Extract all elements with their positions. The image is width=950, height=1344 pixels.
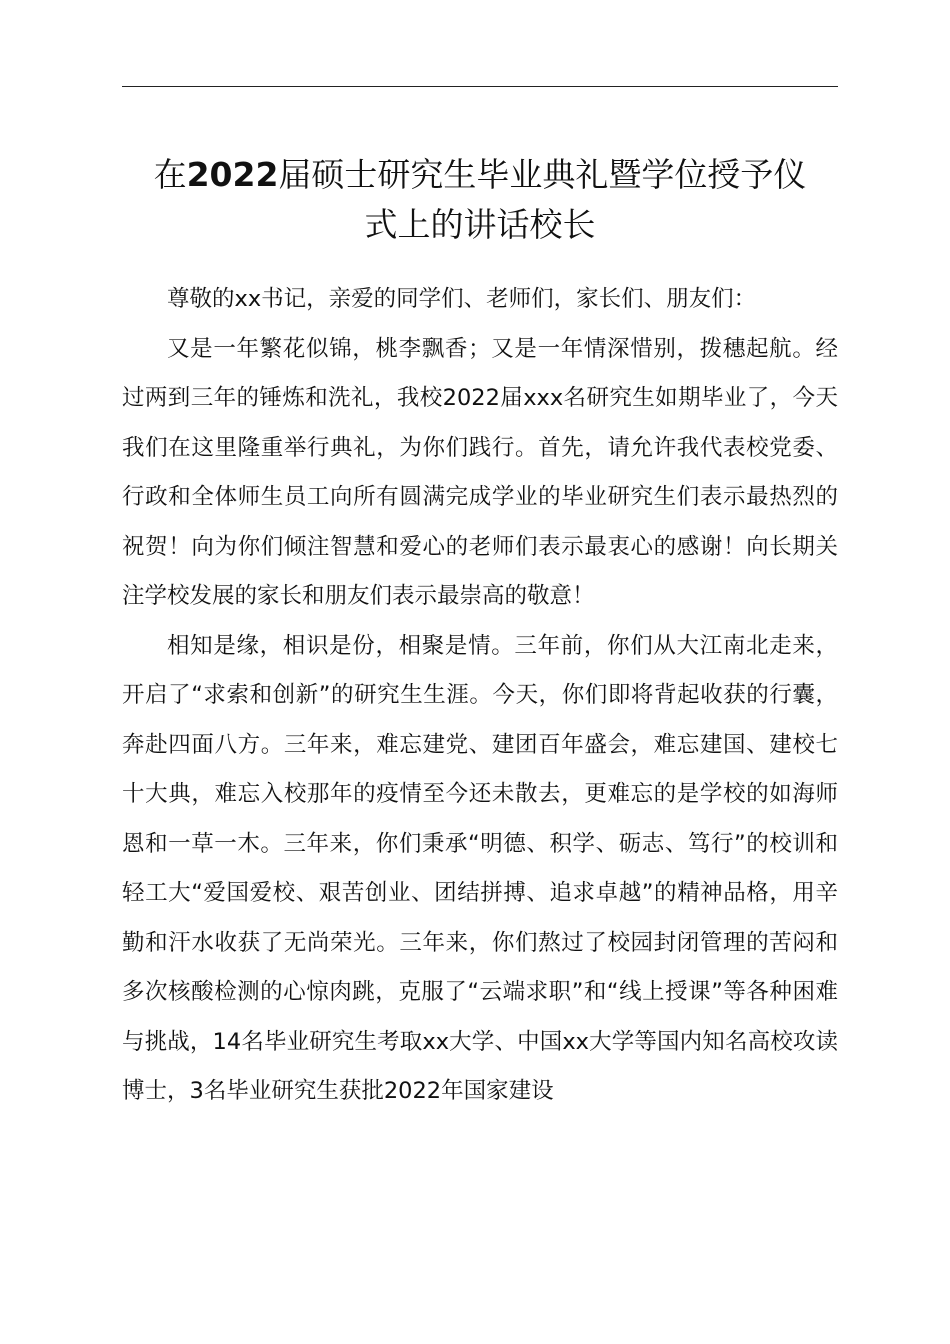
title-line1-rest: 届硕士研究生毕业典礼暨学位授予仪 [278,155,807,194]
body-paragraph-1: 又是一年繁花似锦，桃李飘香；又是一年情深惜别，拨穗起航。经过两到三年的锤炼和洗礼，我校2022届xxx名研究生如期毕业了，今天我们在这里隆重举行典礼，为你们践行。首先，请允许我代表校党委、行政和全体师生员工向所有圆满完成学业的毕业研究生们表示最热烈的祝贺！向为你们倾注智慧和爱心的老师们表示最衷心的感谢！向长期关注学校发展的家长和朋友们表示最崇高的敬意！ [122,335,838,609]
document-title [100,150,860,250]
header-rule [122,86,838,87]
body-paragraph-2: 相知是缘，相识是份，相聚是情。三年前，你们从大江南北走来，开启了“求索和创新”的研究生生涯。今天，你们即将背起收获的行囊，奔赴四面八方。三年来，难忘建党、建团百年盛会，难忘建国、建校七十大典，难忘入校那年的疫情至今还未散去，更难忘的是学校的如海师恩和一草一木。三年来，你们秉承“明德、积学、砺志、笃行”的校训和轻工大“爱国爱校、艰苦创业、团结拼搏、追求卓越”的精神品格，用辛勤和汗水收获了无尚荣光。三年来，你们熬过了校园封闭管理的苦闷和多次核酸检测的心惊肉跳，克服了“云端求职”和“线上授课”等各种困难与挑战，14名毕业研究生考取xx大学、中国xx大学等国内知名高校攻读博士，3名毕业研究生获批2022年国家建设 [122,632,838,1104]
title-prefix: 在 [153,155,187,194]
document-body [122,275,838,1117]
salutation-paragraph: 尊敬的xx书记，亲爱的同学们、老师们，家长们、朋友们： [167,286,757,312]
title-year: 2022 [186,155,279,194]
title-line2: 式上的讲话校长 [364,205,596,244]
